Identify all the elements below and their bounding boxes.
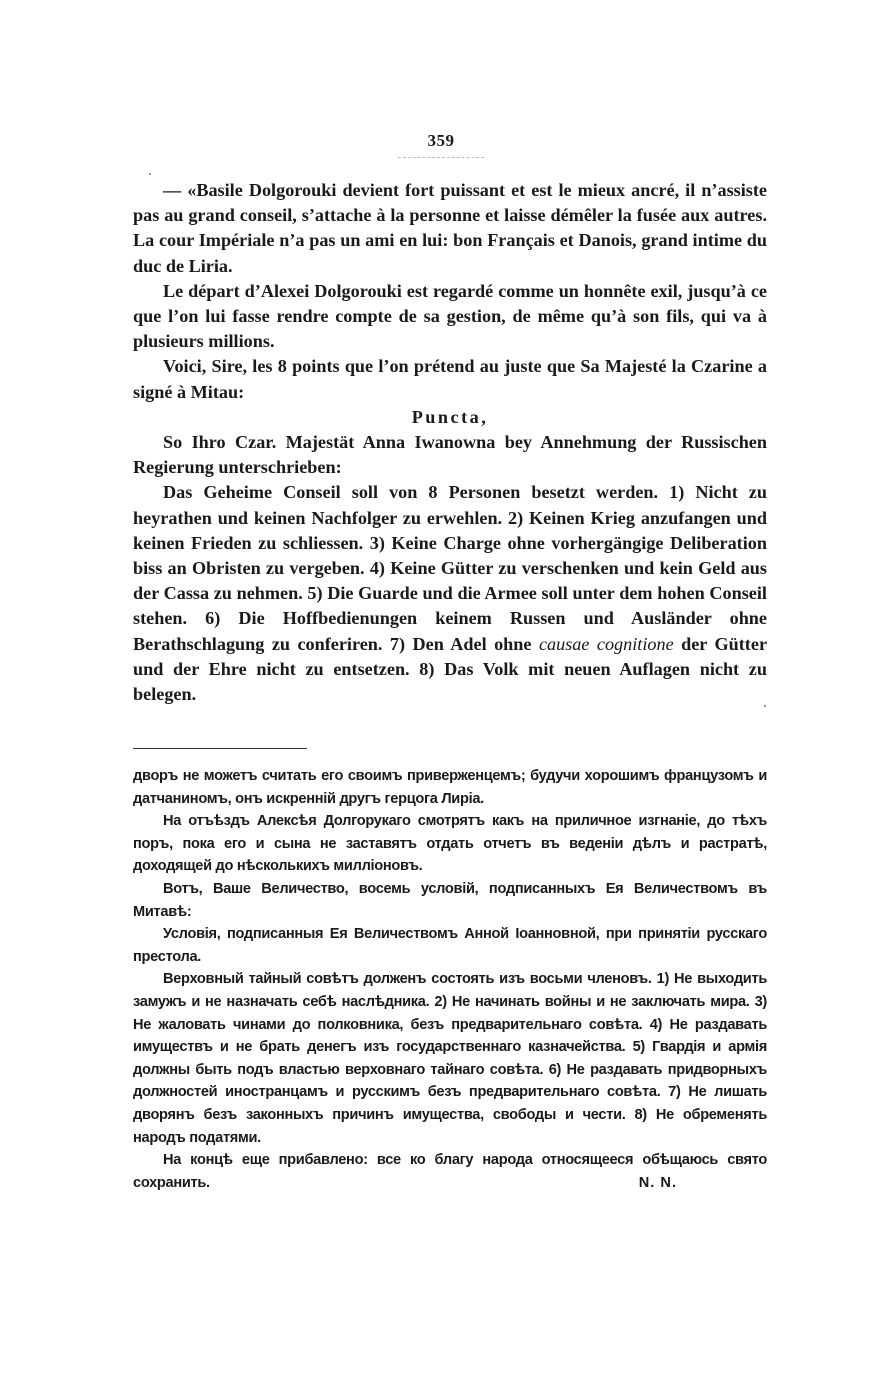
paragraph-german-points [133,480,767,707]
paragraph-basile: — «Basile Dolgorouki devient fort puissant et est le mieux ancré, il n’assiste pas au grand conseil, s’attache à la personne et laisse démêler la fusée aux autres. La cour Impériale n’a pas un ami en lui: bon Français et Danois, grand intime du duc de Liria. [133,180,767,276]
footnote-paragraph: Вотъ, Ваше Величество, восемь условій, подписанныхъ Ея Величествомъ въ Митавѣ: [133,880,767,920]
german-points-text-a: Das Geheime Conseil soll von 8 Personen besetzt werden. 1) Nicht zu heyrathen und keinen Nachfolger zu erwehlen. 2) Keinen Krieg anzufangen und keinen Frieden zu schliessen. 3) Keine Charge ohne vorhergängige Deliberation biss an Obristen zu vergeben. 4) Keine Gütter zu verschenken und kein Geld aus der Cassa zu nehmen. 5) Die Guarde und die Armee soll unter dem hohen Conseil stehen. 6) Die Hoffbedienungen keinem Russen und Ausländer ohne Berathschlagung zu conferiren. 7) Den Adel ohne [133,482,767,654]
footnote-closing-text: На концѣ еще прибавлено: все ко благу народа относящееся обѣщаюсь свято сохранить. [133,1152,767,1191]
paragraph-alexei: Le départ d’Alexei Dolgorouki est regardé comme un honnête exil, jusqu’à ce que l’on lui fasse rendre compte de sa gestion, de même qu’à son fils, qui va à plusieurs millions. [133,280,767,352]
main-text [133,178,767,707]
footnote-text [133,765,767,1194]
margin-mark [149,173,151,175]
footnote-paragraph: Условія, подписанныя Ея Величествомъ Анной Іоанновной, при принятіи русскаго престола. [133,926,767,965]
margin-mark [764,705,766,707]
german-points-text-b: der Gütter und der Ehre nicht zu entsetzen. 8) Das Volk mit neuen Auflagen nicht zu belegen. [133,633,768,705]
page-number: 359 [427,131,455,150]
signature: N. N. [638,1174,677,1191]
german-points-italic: causae cognitione [538,633,674,654]
footnote-paragraph: дворъ не можетъ считать его своимъ приверженцемъ; будучи хорошимъ французомъ и датчаниномъ, онъ искренній другъ герцога Лиріа. [133,768,767,807]
footnote-rule [133,748,307,750]
paragraph-german-intro: So Ihro Czar. Majestät Anna Iwanowna bey Annehmung der Russischen Regierung unterschrieben: [133,432,767,478]
page-number-rule [398,157,484,159]
heading-puncta: Puncta, [411,406,489,427]
paragraph-voici: Voici, Sire, les 8 points que l’on prétend au juste que Sa Majesté la Czarine a signé à Mitau: [133,356,767,402]
footnote-paragraph: На отъѣздъ Алексѣя Долгорукаго смотрятъ какъ на приличное изгнаніе, до тѣхъ поръ, пока его и сына не заставятъ отдать отчетъ въ веденіи дѣлъ и растратѣ, доходящей до нѣсколькихъ милліоновъ. [133,813,767,875]
footnote-paragraph [133,1149,767,1194]
footnote-paragraph: Верховный тайный совѣтъ долженъ состоять изъ восьми членовъ. 1) Не выходить замужъ и не назначать себѣ наслѣдника. 2) Не начинать войны и не заключать мира. 3) Не жаловать чинами до полковника, безъ предварительнаго совѣта. 4) Не раздавать имуществъ и не брать денегъ изъ государственнаго казначейства. 5) Гвардія и армія должны быть подъ властью верховнаго тайнаго совѣта. 6) Не раздавать придворныхъ должностей иностранцамъ и русскимъ безъ предварительнаго совѣта. 7) Не лишать дворянъ безъ законныхъ причинъ имущества, свободы и чести. 8) Не обременять народъ податями. [133,971,767,1146]
